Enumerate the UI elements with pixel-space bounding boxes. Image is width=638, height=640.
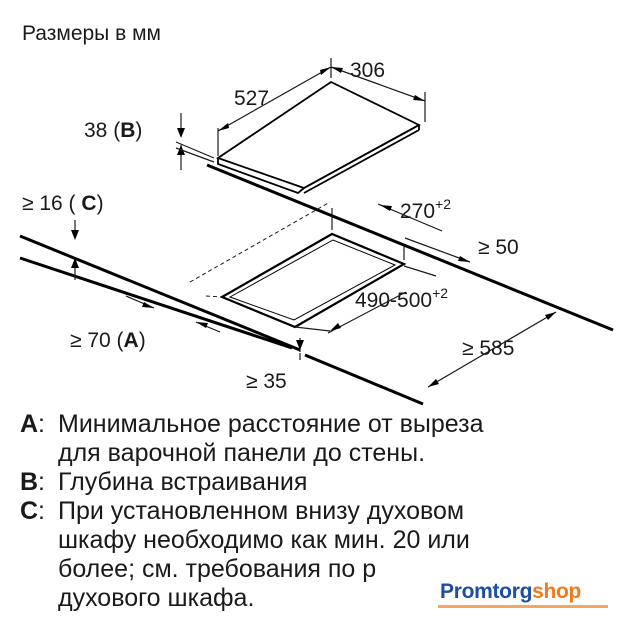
watermark-underline: [438, 605, 608, 608]
dim-35-label: ≥ 35: [246, 370, 287, 393]
dim-38: [176, 113, 214, 170]
watermark-logo: [440, 580, 581, 604]
legend-text: для варочной панели до стены.: [58, 439, 426, 467]
dim-50-label: ≥ 50: [478, 236, 519, 259]
legend-text: Минимальное расстояние от выреза: [58, 410, 484, 438]
legend-text: При установленном внизу духовом: [58, 497, 465, 525]
watermark-part1: Promtorg: [440, 580, 533, 603]
legend-key: C: [20, 497, 39, 525]
dim-16: [71, 220, 79, 280]
legend-text: духового шкафа.: [58, 584, 255, 612]
dim-270-label: $270^{+2}$: [400, 196, 452, 223]
legend-item-b: B : Глубина встраивания: [20, 468, 620, 497]
watermark-part2: shop: [532, 580, 582, 603]
legend-item-c: C : При установленном внизу духовом: [20, 497, 620, 526]
legend-item-a: A : Минимальное расстояние от выреза: [20, 410, 620, 439]
diagram-title: Размеры в мм: [22, 22, 161, 45]
dim-70: [126, 296, 220, 332]
legend-text: Глубина встраивания: [58, 468, 308, 496]
dim-490-label: $490-500^{+2}$: [355, 285, 449, 312]
dim-38-label: 38 (B): [84, 119, 143, 142]
dim-306-label: 306: [350, 59, 386, 82]
dim-585-label: ≥ 585: [462, 337, 515, 360]
legend-text: более; см. требования по р: [58, 555, 377, 583]
legend-text: шкафу необходимо как мин. 20 или: [58, 526, 470, 554]
legend-key: A: [20, 410, 39, 438]
cutout: [222, 234, 404, 327]
dim-70-label: ≥ 70 (A): [70, 329, 146, 352]
dim-16-label: ≥ 16 ( C): [22, 192, 104, 215]
legend-key: B: [20, 468, 39, 496]
dim-527-label: 527: [234, 87, 270, 110]
